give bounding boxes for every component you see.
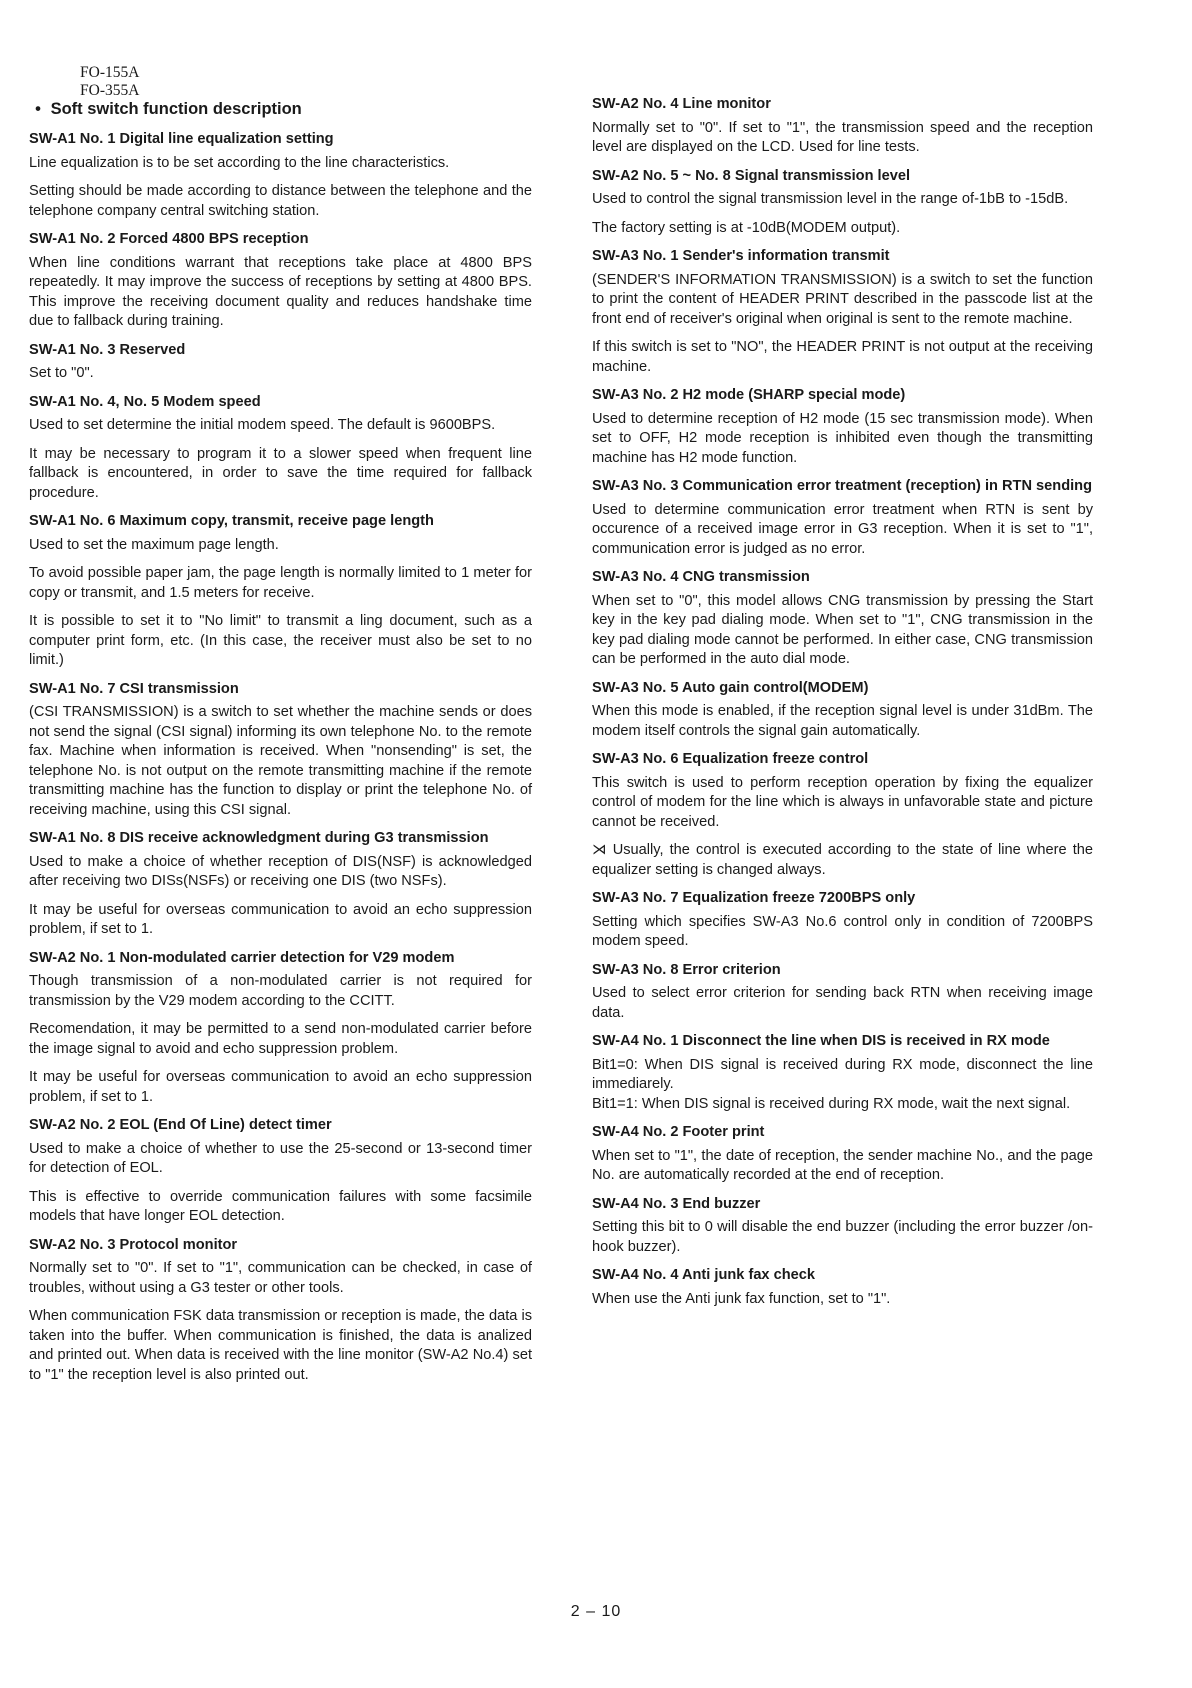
switch-section xyxy=(592,477,1093,559)
left-column xyxy=(29,130,532,1394)
section-heading: SW-A1 No. 8 DIS receive acknowledgment during G3 transmission xyxy=(29,830,489,846)
section-heading: SW-A3 No. 7 Equalization freeze 7200BPS only xyxy=(592,890,916,906)
section-heading: SW-A4 No. 2 Footer print xyxy=(592,1124,765,1140)
section-paragraph: The factory setting is at -10dB(MODEM output). xyxy=(592,219,901,236)
section-heading: SW-A2 No. 5 ~ No. 8 Signal transmission level xyxy=(592,167,911,184)
switch-section xyxy=(29,130,532,221)
right-column xyxy=(592,95,1093,1318)
section-heading: SW-A1 No. 6 Maximum copy, transmit, receive page length xyxy=(29,513,434,529)
section-paragraph: Though transmission of a non-modulated carrier is not required for transmission by the V29 modem according to the CCITT. xyxy=(29,973,532,1009)
switch-section xyxy=(592,247,1093,377)
section-paragraph: (SENDER'S INFORMATION TRANSMISSION) is a switch to set the function to print the content of HEADER PRINT described in the passcode list at the front end of receiver's original when original is sent to the remote machine. xyxy=(592,271,1093,327)
section-paragraph: Setting should be made according to distance between the telephone and the telephone company central switching station. xyxy=(29,183,532,219)
section-paragraph: Used to make a choice of whether reception of DIS(NSF) is acknowledged after receiving two DISs(NSFs) or receiving one DIS (two NSFs). xyxy=(29,853,532,889)
switch-section xyxy=(592,167,1093,239)
section-paragraph: Set to "0". xyxy=(29,365,94,381)
section-paragraph: It is possible to set it to "No limit" to transmit a ling document, such as a computer print form, etc. (In this case, the receiver must also be set to no limit.) xyxy=(29,613,532,668)
switch-section xyxy=(592,961,1093,1024)
section-heading: SW-A4 No. 4 Anti junk fax check xyxy=(592,1267,815,1283)
page-title xyxy=(30,100,302,119)
section-heading: SW-A3 No. 1 Sender's information transmit xyxy=(592,248,890,264)
section-paragraph: Bit1=0: When DIS signal is received during RX mode, disconnect the line immediarely. xyxy=(592,1056,1093,1092)
section-paragraph: Used to set the maximum page length. xyxy=(29,536,279,553)
switch-section xyxy=(29,1236,532,1386)
switch-section xyxy=(592,568,1093,670)
section-paragraph: Normally set to "0". If set to "1", communication can be checked, in case of troubles, without using a G3 tester or other tools. xyxy=(29,1260,532,1296)
model-number-2: FO-355A xyxy=(80,82,140,99)
section-paragraph: Used to make a choice of whether to use the 25-second or 13-second timer for detection of EOL. xyxy=(29,1140,532,1176)
section-heading: SW-A1 No. 2 Forced 4800 BPS reception xyxy=(29,231,309,247)
section-heading: SW-A3 No. 6 Equalization freeze control xyxy=(592,751,869,767)
switch-section xyxy=(592,679,1093,742)
section-heading: SW-A3 No. 2 H2 mode (SHARP special mode) xyxy=(592,387,906,403)
switch-section xyxy=(592,1123,1093,1186)
section-paragraph: When use the Anti junk fax function, set to "1". xyxy=(592,1290,891,1307)
page-number: 2 – 10 xyxy=(570,1603,622,1620)
section-paragraph: Recomendation, it may be permitted to a send non-modulated carrier before the image signal to avoid and echo suppression problem. xyxy=(29,1021,532,1057)
section-paragraph: Used to determine reception of H2 mode (15 sec transmission mode). When set to OFF, H2 mode reception is inhibited even though the transmitting machine has H2 mode function. xyxy=(592,410,1093,466)
section-paragraph: Normally set to "0". If set to "1", the transmission speed and the reception level are displayed on the LCD. Used for line tests. xyxy=(592,119,1093,155)
section-heading: SW-A1 No. 1 Digital line equalization setting xyxy=(29,131,334,147)
section-paragraph: When communication FSK data transmission or reception is made, the data is taken into the buffer. When communication is finished, the data is analized and printed out. When data is received with the line monitor (SW-A2 No.4) set to "1" the reception level is also printed out. xyxy=(29,1308,532,1383)
section-paragraph: (CSI TRANSMISSION) is a switch to set whether the machine sends or does not send the signal (CSI signal) informing its own telephone No. to the remote fax. Machine when information is received. When "nonsending" is set, the telephone No. is not output on the remote transmitting machine if the remote transmitting machine has the function to display or print the telephone No. of receiving machine, using this CSI signal. xyxy=(29,704,532,818)
section-heading: SW-A2 No. 4 Line monitor xyxy=(592,96,771,112)
switch-section xyxy=(29,512,532,671)
model-number-1: FO-155A xyxy=(80,64,140,81)
switch-section xyxy=(592,750,1093,880)
section-paragraph: Setting which specifies SW-A3 No.6 control only in condition of 7200BPS modem speed. xyxy=(592,913,1093,949)
section-paragraph: It may be necessary to program it to a slower speed when frequent line fallback is encountered, in order to save the time required for fallback procedure. xyxy=(29,445,532,501)
section-paragraph: Used to determine communication error treatment when RTN is sent by occurence of a received image error in G3 reception. When it is set to "1", communication error is judged as no error. xyxy=(592,501,1093,557)
section-heading: SW-A2 No. 3 Protocol monitor xyxy=(29,1236,238,1253)
switch-section xyxy=(592,386,1093,468)
bullet-icon: • xyxy=(35,100,41,118)
switch-section xyxy=(592,1032,1093,1114)
section-paragraph: When this mode is enabled, if the reception signal level is under 31dBm. The modem itself controls the signal gain automatically. xyxy=(592,703,1093,739)
section-heading: SW-A2 No. 1 Non-modulated carrier detection for V29 modem xyxy=(29,949,455,966)
section-heading: SW-A1 No. 7 CSI transmission xyxy=(29,680,239,697)
section-heading: SW-A3 No. 5 Auto gain control(MODEM) xyxy=(592,679,869,696)
section-paragraph: Line equalization is to be set according to the line characteristics. xyxy=(29,154,450,171)
page-title-text: Soft switch function description xyxy=(50,100,302,118)
section-paragraph: Used to control the signal transmission level in the range of-1bB to -15dB. xyxy=(592,191,1069,207)
switch-section xyxy=(29,1116,532,1227)
section-paragraph: When set to "0", this model allows CNG transmission by pressing the Start key in the key pad dialing mode. When set to "1", CNG transmission in the key pad dialing mode cannot be performed. In either case, CNG transmission can be performed in the auto dial mode. xyxy=(592,592,1093,667)
switch-section xyxy=(592,95,1093,158)
section-heading: SW-A1 No. 4, No. 5 Modem speed xyxy=(29,393,261,410)
section-paragraph: This is effective to override communication failures with some facsimile models that have longer EOL detection. xyxy=(29,1188,532,1224)
switch-section xyxy=(29,949,532,1108)
section-paragraph: If this switch is set to "NO", the HEADER PRINT is not output at the receiving machine. xyxy=(592,339,1093,375)
switch-section xyxy=(592,889,1093,952)
switch-section xyxy=(29,230,532,332)
section-heading: SW-A3 No. 4 CNG transmission xyxy=(592,569,810,585)
section-paragraph: This switch is used to perform reception operation by fixing the equalizer control of modem for the line which is always in unfavorable state and picture cannot be received. xyxy=(592,774,1093,830)
switch-section xyxy=(29,680,532,821)
section-paragraph: Setting this bit to 0 will disable the end buzzer (including the error buzzer /on-hook buzzer). xyxy=(592,1219,1093,1255)
section-paragraph: To avoid possible paper jam, the page length is normally limited to 1 meter for copy or transmit, and 1.5 meters for receive. xyxy=(29,565,532,601)
switch-section xyxy=(29,393,532,504)
switch-section xyxy=(29,829,532,940)
section-heading: SW-A3 No. 8 Error criterion xyxy=(592,961,781,978)
section-paragraph: It may be useful for overseas communication to avoid an echo suppression problem, if set to 1. xyxy=(29,1069,532,1105)
section-paragraph: When set to "1", the date of reception, the sender machine No., and the page No. are automatically recorded at the end of reception. xyxy=(592,1147,1093,1183)
section-paragraph: Used to set determine the initial modem speed. The default is 9600BPS. xyxy=(29,417,496,433)
switch-section xyxy=(592,1266,1093,1309)
section-paragraph: Bit1=1: When DIS signal is received during RX mode, wait the next signal. xyxy=(592,1095,1071,1112)
section-heading: SW-A2 No. 2 EOL (End Of Line) detect timer xyxy=(29,1117,332,1133)
section-paragraph: Used to select error criterion for sending back RTN when receiving image data. xyxy=(592,985,1093,1021)
section-heading: SW-A4 No. 3 End buzzer xyxy=(592,1195,761,1212)
section-heading: SW-A3 No. 3 Communication error treatment (reception) in RTN sending xyxy=(592,478,1092,494)
section-paragraph: ⋊ Usually, the control is executed according to the state of line where the equalizer setting is changed always. xyxy=(592,842,1093,878)
section-heading: SW-A4 No. 1 Disconnect the line when DIS is received in RX mode xyxy=(592,1033,1050,1049)
section-paragraph: It may be useful for overseas communication to avoid an echo suppression problem, if set to 1. xyxy=(29,901,532,937)
switch-section xyxy=(592,1195,1093,1258)
section-heading: SW-A1 No. 3 Reserved xyxy=(29,341,186,358)
section-paragraph: When line conditions warrant that receptions take place at 4800 BPS repeatedly. It may improve the success of receptions by setting at 4800 BPS. This improve the receiving document quality and reduces handshake time due to fallback during training. xyxy=(29,254,532,329)
switch-section xyxy=(29,341,532,384)
